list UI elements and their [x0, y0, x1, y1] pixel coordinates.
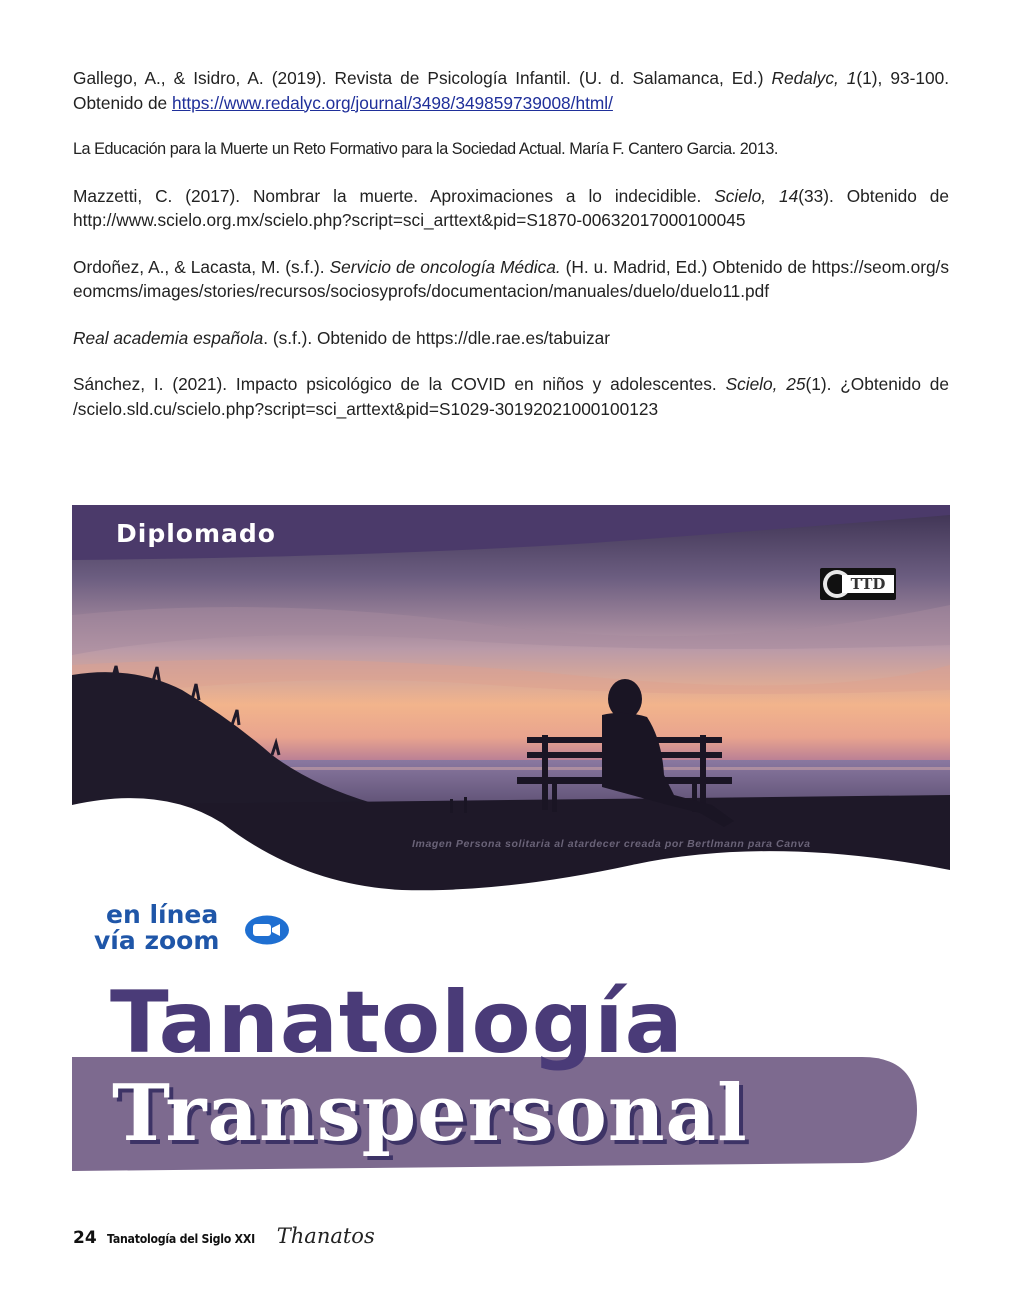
thanatos-brand: Thanatos: [276, 1224, 375, 1248]
reference-sanchez: Sánchez, I. (2021). Impacto psicológico de la COVID en niños y adolescentes. Scielo, 25(1). ¿Obtenido de /scielo.sld.cu/scielo.php?script=sci_arttext&pid=S1029-30192021000100123: [73, 374, 949, 419]
online-line: en línea: [106, 900, 219, 929]
title-tanatologia: Tanatología: [110, 973, 684, 1073]
ttd-logo: [820, 567, 896, 601]
reference-gallego: Gallego, A., & Isidro, A. (2019). Revista de Psicología Infantil. (U. d. Salamanca, Ed.) Redalyc, 1(1), 93-100. Obtenido de https://www.redalyc.org/journal/3498/349859739008/html/: [73, 68, 949, 113]
publication-name: Tanatología del Siglo XXI: [106, 1231, 255, 1246]
redalyc-link[interactable]: https://www.redalyc.org/journal/3498/349859739008/html/: [171, 92, 613, 113]
zoom-camera-icon: [244, 915, 290, 945]
zoom-line: vía zoom: [94, 926, 220, 955]
reference-cantero: La Educación para la Muerte un Reto Formativo para la Sociedad Actual. María F. Cantero Garcia. 2013.: [73, 140, 778, 158]
references-list: [73, 66, 949, 443]
diplomado-advertisement: [72, 505, 950, 1171]
page-footer: [73, 1224, 375, 1250]
diplomado-label: Diplomado: [116, 519, 276, 548]
page-number: 24: [73, 1228, 97, 1248]
online-zoom-text: [94, 902, 219, 954]
reference-ordonez: Ordoñez, A., & Lacasta, M. (s.f.). Servicio de oncología Médica. (H. u. Madrid, Ed.) Obtenido de https://seom.org/seomcms/images/stories/recursos/sociosyprofs/documentacion/manuales/duelo/duelo11.pdf: [73, 256, 949, 301]
reference-mazzetti: Mazzetti, C. (2017). Nombrar la muerte. Aproximaciones a lo indecidible. Scielo, 14(33). Obtenido de http://www.scielo.org.mx/scielo.php?script=sci_arttext&pid=S1870-00632017000100045: [73, 185, 949, 230]
title-transpersonal: Transpersonal: [112, 1068, 748, 1159]
image-credit: Imagen Persona solitaria al atardecer creada por Bertlmann para Canva: [412, 838, 811, 850]
reference-rae: Real academia española. (s.f.). Obtenido de https://dle.rae.es/tabuizar: [73, 327, 610, 348]
svg-text:TTD: TTD: [850, 575, 886, 593]
